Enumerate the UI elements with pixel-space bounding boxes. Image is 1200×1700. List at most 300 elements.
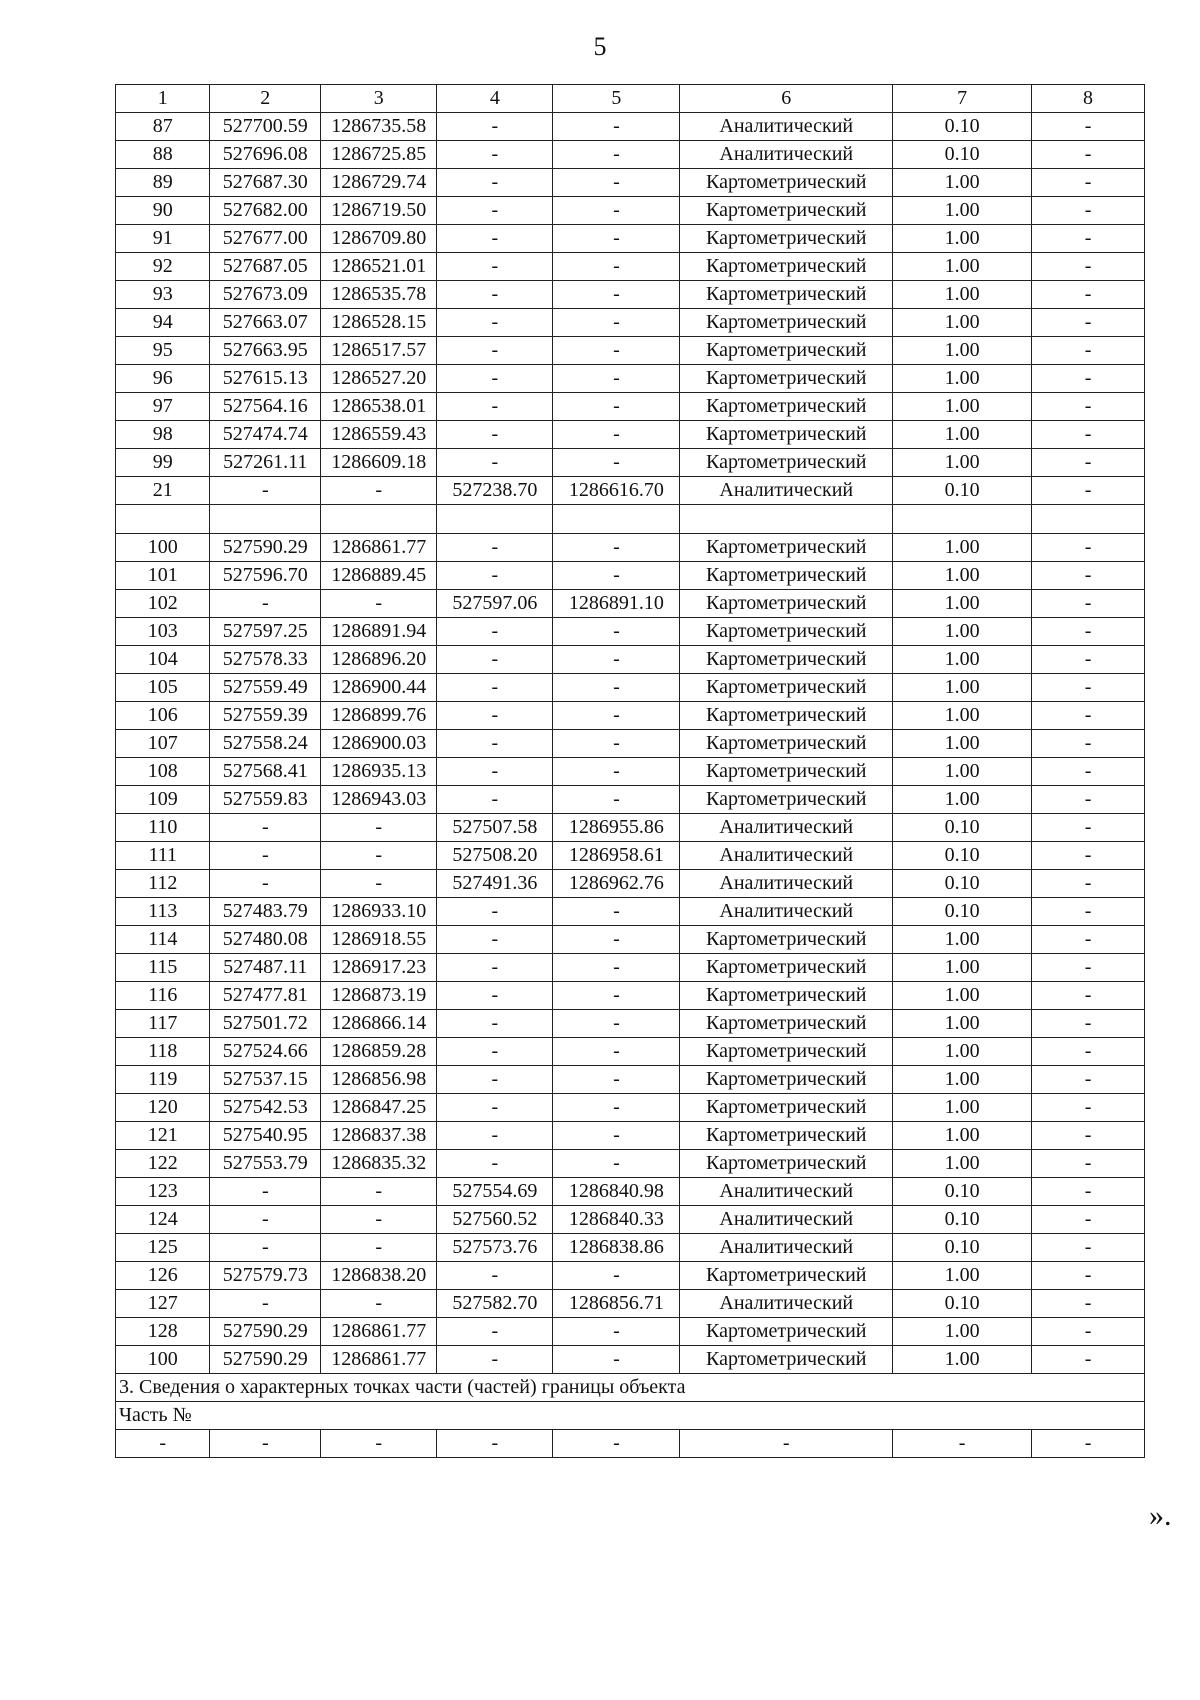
x-existing-cell: 527474.74 bbox=[210, 421, 321, 449]
x-new-cell: - bbox=[437, 309, 553, 337]
table-row bbox=[116, 1234, 1145, 1262]
y-new-cell: - bbox=[553, 898, 680, 926]
table-row bbox=[116, 1066, 1145, 1094]
description-cell: - bbox=[1032, 1178, 1145, 1206]
y-new-cell: - bbox=[553, 786, 680, 814]
x-new-cell: - bbox=[437, 954, 553, 982]
y-new-cell: - bbox=[553, 1430, 680, 1458]
y-existing-cell: 1286538.01 bbox=[321, 393, 437, 421]
y-existing-cell: 1286559.43 bbox=[321, 421, 437, 449]
description-cell: - bbox=[1032, 113, 1145, 141]
description-cell: - bbox=[1032, 618, 1145, 646]
accuracy-cell: 1.00 bbox=[893, 702, 1032, 730]
y-new-cell: 1286838.86 bbox=[553, 1234, 680, 1262]
accuracy-cell: 0.10 bbox=[893, 1178, 1032, 1206]
x-new-cell: 527491.36 bbox=[437, 870, 553, 898]
accuracy-cell: 1.00 bbox=[893, 337, 1032, 365]
x-new-cell: - bbox=[437, 365, 553, 393]
accuracy-cell: 1.00 bbox=[893, 253, 1032, 281]
x-existing-cell: - bbox=[210, 590, 321, 618]
accuracy-cell: 0.10 bbox=[893, 814, 1032, 842]
point-number-cell: 109 bbox=[116, 786, 210, 814]
description-cell: - bbox=[1032, 646, 1145, 674]
point-number-cell: 97 bbox=[116, 393, 210, 421]
method-cell: Аналитический bbox=[680, 1178, 893, 1206]
table-row bbox=[116, 113, 1145, 141]
table-row bbox=[116, 618, 1145, 646]
column-number-cell: 5 bbox=[553, 85, 680, 113]
table-row bbox=[116, 477, 1145, 505]
y-existing-cell: 1286933.10 bbox=[321, 898, 437, 926]
y-new-cell: - bbox=[553, 1262, 680, 1290]
point-number-cell: 106 bbox=[116, 702, 210, 730]
method-cell: Картометрический bbox=[680, 1262, 893, 1290]
point-number-cell: 116 bbox=[116, 982, 210, 1010]
method-cell: Картометрический bbox=[680, 225, 893, 253]
accuracy-cell: 1.00 bbox=[893, 1318, 1032, 1346]
x-existing-cell: 527687.30 bbox=[210, 169, 321, 197]
y-existing-cell: 1286861.77 bbox=[321, 534, 437, 562]
method-cell: Картометрический bbox=[680, 1066, 893, 1094]
y-existing-cell: - bbox=[321, 870, 437, 898]
method-cell: Картометрический bbox=[680, 702, 893, 730]
point-number-cell: 104 bbox=[116, 646, 210, 674]
description-cell: - bbox=[1032, 393, 1145, 421]
table-row bbox=[116, 870, 1145, 898]
x-existing-cell: 527559.49 bbox=[210, 674, 321, 702]
table-row bbox=[116, 814, 1145, 842]
table-row bbox=[116, 730, 1145, 758]
column-number-cell: 8 bbox=[1032, 85, 1145, 113]
y-existing-cell: 1286891.94 bbox=[321, 618, 437, 646]
x-new-cell: - bbox=[437, 1122, 553, 1150]
method-cell: Аналитический bbox=[680, 842, 893, 870]
method-cell: Аналитический bbox=[680, 1234, 893, 1262]
accuracy-cell: 1.00 bbox=[893, 449, 1032, 477]
x-existing-cell: 527615.13 bbox=[210, 365, 321, 393]
column-number-cell: 2 bbox=[210, 85, 321, 113]
x-existing-cell: 527687.05 bbox=[210, 253, 321, 281]
x-existing-cell: 527596.70 bbox=[210, 562, 321, 590]
point-number-cell: 118 bbox=[116, 1038, 210, 1066]
column-number-row bbox=[116, 85, 1145, 113]
method-cell: Картометрический bbox=[680, 365, 893, 393]
y-existing-cell: 1286527.20 bbox=[321, 365, 437, 393]
y-existing-cell: 1286873.19 bbox=[321, 982, 437, 1010]
method-cell: Аналитический bbox=[680, 1206, 893, 1234]
accuracy-cell: 0.10 bbox=[893, 113, 1032, 141]
x-existing-cell: 527553.79 bbox=[210, 1150, 321, 1178]
y-new-cell: - bbox=[553, 1122, 680, 1150]
y-new-cell: - bbox=[553, 141, 680, 169]
y-new-cell: 1286955.86 bbox=[553, 814, 680, 842]
table-row bbox=[116, 1178, 1145, 1206]
point-number-cell: 120 bbox=[116, 1094, 210, 1122]
description-cell: - bbox=[1032, 1010, 1145, 1038]
y-new-cell: - bbox=[553, 421, 680, 449]
point-number-cell: 112 bbox=[116, 870, 210, 898]
x-existing-cell: 527501.72 bbox=[210, 1010, 321, 1038]
y-new-cell: - bbox=[553, 337, 680, 365]
description-cell: - bbox=[1032, 337, 1145, 365]
x-new-cell: - bbox=[437, 1262, 553, 1290]
method-cell: Картометрический bbox=[680, 281, 893, 309]
y-existing-cell: 1286900.44 bbox=[321, 674, 437, 702]
point-number-cell: 115 bbox=[116, 954, 210, 982]
y-new-cell: - bbox=[553, 646, 680, 674]
table-row bbox=[116, 421, 1145, 449]
method-cell: Картометрический bbox=[680, 982, 893, 1010]
description-cell: - bbox=[1032, 449, 1145, 477]
x-new-cell: 527554.69 bbox=[437, 1178, 553, 1206]
y-new-cell: 1286840.98 bbox=[553, 1178, 680, 1206]
method-cell: Картометрический bbox=[680, 253, 893, 281]
table-row bbox=[116, 786, 1145, 814]
description-cell: - bbox=[1032, 1346, 1145, 1374]
y-new-cell: - bbox=[553, 253, 680, 281]
x-existing-cell: 527559.39 bbox=[210, 702, 321, 730]
y-existing-cell: 1286521.01 bbox=[321, 253, 437, 281]
y-new-cell: - bbox=[553, 365, 680, 393]
method-cell: Картометрический bbox=[680, 926, 893, 954]
x-existing-cell: 527568.41 bbox=[210, 758, 321, 786]
closing-quote: ». bbox=[1149, 1499, 1172, 1532]
x-new-cell: - bbox=[437, 730, 553, 758]
y-new-cell: - bbox=[553, 1010, 680, 1038]
x-new-cell: - bbox=[437, 898, 553, 926]
method-cell: Картометрический bbox=[680, 1346, 893, 1374]
part-label: Часть № bbox=[116, 1402, 1145, 1430]
y-existing-cell: - bbox=[321, 814, 437, 842]
x-existing-cell: - bbox=[210, 1430, 321, 1458]
description-cell: - bbox=[1032, 477, 1145, 505]
y-existing-cell: 1286861.77 bbox=[321, 1346, 437, 1374]
x-existing-cell: 527579.73 bbox=[210, 1262, 321, 1290]
method-cell: Аналитический bbox=[680, 898, 893, 926]
accuracy-cell: 0.10 bbox=[893, 1290, 1032, 1318]
y-new-cell: 1286962.76 bbox=[553, 870, 680, 898]
table-row bbox=[116, 954, 1145, 982]
y-existing-cell: 1286861.77 bbox=[321, 1318, 437, 1346]
x-existing-cell: 527540.95 bbox=[210, 1122, 321, 1150]
accuracy-cell: 1.00 bbox=[893, 1150, 1032, 1178]
x-existing-cell: 527590.29 bbox=[210, 1346, 321, 1374]
point-number-cell: 117 bbox=[116, 1010, 210, 1038]
x-new-cell: - bbox=[437, 1346, 553, 1374]
y-new-cell: - bbox=[553, 618, 680, 646]
x-existing-cell: - bbox=[210, 1234, 321, 1262]
y-new-cell: - bbox=[553, 674, 680, 702]
table-row bbox=[116, 449, 1145, 477]
method-cell: Картометрический bbox=[680, 1318, 893, 1346]
description-cell: - bbox=[1032, 309, 1145, 337]
description-cell: - bbox=[1032, 534, 1145, 562]
accuracy-cell: 1.00 bbox=[893, 365, 1032, 393]
x-existing-cell: - bbox=[210, 870, 321, 898]
table-row bbox=[116, 674, 1145, 702]
x-new-cell: - bbox=[437, 1066, 553, 1094]
x-existing-cell: 527673.09 bbox=[210, 281, 321, 309]
accuracy-cell: 1.00 bbox=[893, 1346, 1032, 1374]
description-cell: - bbox=[1032, 365, 1145, 393]
y-existing-cell: 1286517.57 bbox=[321, 337, 437, 365]
point-number-cell: 123 bbox=[116, 1178, 210, 1206]
table-row bbox=[116, 1150, 1145, 1178]
y-existing-cell: 1286856.98 bbox=[321, 1066, 437, 1094]
y-new-cell: - bbox=[553, 758, 680, 786]
method-cell: Картометрический bbox=[680, 758, 893, 786]
x-existing-cell: 527559.83 bbox=[210, 786, 321, 814]
description-cell: - bbox=[1032, 786, 1145, 814]
point-number-cell: 127 bbox=[116, 1290, 210, 1318]
y-existing-cell: - bbox=[321, 1290, 437, 1318]
description-cell: - bbox=[1032, 421, 1145, 449]
table-row bbox=[116, 309, 1145, 337]
y-existing-cell: 1286847.25 bbox=[321, 1094, 437, 1122]
table-row bbox=[116, 562, 1145, 590]
y-new-cell: - bbox=[553, 225, 680, 253]
x-new-cell: 527508.20 bbox=[437, 842, 553, 870]
table-row bbox=[116, 1206, 1145, 1234]
x-existing-cell: 527558.24 bbox=[210, 730, 321, 758]
description-cell: - bbox=[1032, 814, 1145, 842]
y-new-cell: - bbox=[553, 309, 680, 337]
method-cell bbox=[680, 505, 893, 534]
accuracy-cell: 1.00 bbox=[893, 982, 1032, 1010]
y-existing-cell bbox=[321, 505, 437, 534]
y-existing-cell: 1286725.85 bbox=[321, 141, 437, 169]
accuracy-cell: 1.00 bbox=[893, 1262, 1032, 1290]
coordinates-table bbox=[115, 84, 1145, 1458]
method-cell: Картометрический bbox=[680, 337, 893, 365]
description-cell: - bbox=[1032, 141, 1145, 169]
table-row bbox=[116, 197, 1145, 225]
accuracy-cell: 1.00 bbox=[893, 1010, 1032, 1038]
point-number-cell: 114 bbox=[116, 926, 210, 954]
y-new-cell: - bbox=[553, 982, 680, 1010]
x-new-cell: - bbox=[437, 281, 553, 309]
method-cell: Аналитический bbox=[680, 477, 893, 505]
accuracy-cell: 1.00 bbox=[893, 421, 1032, 449]
method-cell: Картометрический bbox=[680, 393, 893, 421]
y-new-cell: 1286856.71 bbox=[553, 1290, 680, 1318]
y-new-cell: - bbox=[553, 393, 680, 421]
description-cell: - bbox=[1032, 169, 1145, 197]
table-row bbox=[116, 534, 1145, 562]
accuracy-cell: 0.10 bbox=[893, 842, 1032, 870]
y-new-cell: 1286616.70 bbox=[553, 477, 680, 505]
x-existing-cell: - bbox=[210, 1206, 321, 1234]
x-existing-cell: 527261.11 bbox=[210, 449, 321, 477]
method-cell: Картометрический bbox=[680, 786, 893, 814]
x-existing-cell: 527487.11 bbox=[210, 954, 321, 982]
x-existing-cell bbox=[210, 505, 321, 534]
description-cell: - bbox=[1032, 926, 1145, 954]
accuracy-cell: 1.00 bbox=[893, 730, 1032, 758]
point-number-cell: 94 bbox=[116, 309, 210, 337]
accuracy-cell: 1.00 bbox=[893, 618, 1032, 646]
method-cell: Картометрический bbox=[680, 562, 893, 590]
method-cell: Картометрический bbox=[680, 421, 893, 449]
y-existing-cell: - bbox=[321, 477, 437, 505]
point-number-cell: 103 bbox=[116, 618, 210, 646]
x-new-cell bbox=[437, 505, 553, 534]
y-existing-cell: 1286729.74 bbox=[321, 169, 437, 197]
table-row bbox=[116, 1346, 1145, 1374]
method-cell: Картометрический bbox=[680, 449, 893, 477]
accuracy-cell: 1.00 bbox=[893, 674, 1032, 702]
y-existing-cell: 1286943.03 bbox=[321, 786, 437, 814]
y-new-cell: - bbox=[553, 562, 680, 590]
accuracy-cell: 1.00 bbox=[893, 646, 1032, 674]
accuracy-cell: 0.10 bbox=[893, 1234, 1032, 1262]
method-cell: Картометрический bbox=[680, 618, 893, 646]
point-number-cell: 99 bbox=[116, 449, 210, 477]
method-cell: Аналитический bbox=[680, 870, 893, 898]
method-cell: Картометрический bbox=[680, 169, 893, 197]
y-existing-cell: 1286917.23 bbox=[321, 954, 437, 982]
x-existing-cell: 527578.33 bbox=[210, 646, 321, 674]
column-number-cell: 3 bbox=[321, 85, 437, 113]
x-existing-cell: 527682.00 bbox=[210, 197, 321, 225]
y-new-cell: - bbox=[553, 926, 680, 954]
accuracy-cell: 1.00 bbox=[893, 1038, 1032, 1066]
description-cell: - bbox=[1032, 1038, 1145, 1066]
accuracy-cell: 0.10 bbox=[893, 870, 1032, 898]
y-new-cell: - bbox=[553, 449, 680, 477]
x-new-cell: - bbox=[437, 393, 553, 421]
x-existing-cell: 527696.08 bbox=[210, 141, 321, 169]
description-cell: - bbox=[1032, 197, 1145, 225]
method-cell: Картометрический bbox=[680, 646, 893, 674]
point-number-cell bbox=[116, 505, 210, 534]
y-existing-cell: 1286837.38 bbox=[321, 1122, 437, 1150]
column-number-cell: 4 bbox=[437, 85, 553, 113]
y-existing-cell: 1286609.18 bbox=[321, 449, 437, 477]
x-new-cell: - bbox=[437, 1318, 553, 1346]
table-row bbox=[116, 337, 1145, 365]
accuracy-cell: 1.00 bbox=[893, 309, 1032, 337]
accuracy-cell: 1.00 bbox=[893, 926, 1032, 954]
method-cell: Картометрический bbox=[680, 590, 893, 618]
point-number-cell: 126 bbox=[116, 1262, 210, 1290]
accuracy-cell: 0.10 bbox=[893, 898, 1032, 926]
method-cell: Картометрический bbox=[680, 1150, 893, 1178]
section-heading: 3. Сведения о характерных точках части (частей) границы объекта bbox=[116, 1374, 1145, 1402]
table-row bbox=[116, 281, 1145, 309]
x-new-cell: - bbox=[437, 1150, 553, 1178]
x-existing-cell: 527483.79 bbox=[210, 898, 321, 926]
y-existing-cell: - bbox=[321, 590, 437, 618]
point-number-cell: 124 bbox=[116, 1206, 210, 1234]
column-number-cell: 7 bbox=[893, 85, 1032, 113]
description-cell: - bbox=[1032, 253, 1145, 281]
point-number-cell: 91 bbox=[116, 225, 210, 253]
point-number-cell: 125 bbox=[116, 1234, 210, 1262]
accuracy-cell: 0.10 bbox=[893, 477, 1032, 505]
description-cell: - bbox=[1032, 1318, 1145, 1346]
y-existing-cell: 1286528.15 bbox=[321, 309, 437, 337]
method-cell: Картометрический bbox=[680, 309, 893, 337]
x-existing-cell: 527537.15 bbox=[210, 1066, 321, 1094]
x-existing-cell: 527480.08 bbox=[210, 926, 321, 954]
table-row bbox=[116, 1038, 1145, 1066]
x-existing-cell: - bbox=[210, 1178, 321, 1206]
table-row bbox=[116, 842, 1145, 870]
method-cell: Картометрический bbox=[680, 197, 893, 225]
y-new-cell: 1286891.10 bbox=[553, 590, 680, 618]
accuracy-cell: 1.00 bbox=[893, 281, 1032, 309]
x-existing-cell: - bbox=[210, 1290, 321, 1318]
table-row bbox=[116, 1010, 1145, 1038]
x-existing-cell: 527677.00 bbox=[210, 225, 321, 253]
point-number-cell: 111 bbox=[116, 842, 210, 870]
method-cell: Картометрический bbox=[680, 1122, 893, 1150]
y-existing-cell: 1286838.20 bbox=[321, 1262, 437, 1290]
y-existing-cell: 1286896.20 bbox=[321, 646, 437, 674]
y-new-cell: - bbox=[553, 197, 680, 225]
table-row bbox=[116, 982, 1145, 1010]
table-row bbox=[116, 1094, 1145, 1122]
point-number-cell: 87 bbox=[116, 113, 210, 141]
table-row bbox=[116, 1318, 1145, 1346]
table-body bbox=[116, 85, 1145, 1458]
point-number-cell: 93 bbox=[116, 281, 210, 309]
y-new-cell: 1286958.61 bbox=[553, 842, 680, 870]
accuracy-cell: 1.00 bbox=[893, 393, 1032, 421]
y-new-cell: - bbox=[553, 1150, 680, 1178]
x-new-cell: - bbox=[437, 674, 553, 702]
description-cell: - bbox=[1032, 590, 1145, 618]
point-number-cell: 105 bbox=[116, 674, 210, 702]
y-existing-cell: 1286935.13 bbox=[321, 758, 437, 786]
description-cell: - bbox=[1032, 982, 1145, 1010]
table-row bbox=[116, 926, 1145, 954]
x-new-cell: - bbox=[437, 141, 553, 169]
x-existing-cell: 527663.07 bbox=[210, 309, 321, 337]
x-new-cell: - bbox=[437, 534, 553, 562]
y-existing-cell: 1286866.14 bbox=[321, 1010, 437, 1038]
method-cell: Картометрический bbox=[680, 954, 893, 982]
x-new-cell: - bbox=[437, 646, 553, 674]
accuracy-cell: 1.00 bbox=[893, 1122, 1032, 1150]
method-cell: Картометрический bbox=[680, 1038, 893, 1066]
y-existing-cell: 1286859.28 bbox=[321, 1038, 437, 1066]
point-number-cell: 122 bbox=[116, 1150, 210, 1178]
y-existing-cell: - bbox=[321, 1178, 437, 1206]
y-existing-cell: - bbox=[321, 1430, 437, 1458]
x-existing-cell: 527564.16 bbox=[210, 393, 321, 421]
accuracy-cell bbox=[893, 505, 1032, 534]
point-number-cell: 88 bbox=[116, 141, 210, 169]
y-new-cell: - bbox=[553, 702, 680, 730]
x-new-cell: - bbox=[437, 926, 553, 954]
accuracy-cell: 1.00 bbox=[893, 590, 1032, 618]
x-existing-cell: - bbox=[210, 477, 321, 505]
column-number-cell: 6 bbox=[680, 85, 893, 113]
x-new-cell: - bbox=[437, 169, 553, 197]
method-cell: - bbox=[680, 1430, 893, 1458]
x-new-cell: - bbox=[437, 982, 553, 1010]
x-new-cell: - bbox=[437, 562, 553, 590]
table-row bbox=[116, 1290, 1145, 1318]
y-new-cell: - bbox=[553, 534, 680, 562]
point-number-cell: 89 bbox=[116, 169, 210, 197]
accuracy-cell: 1.00 bbox=[893, 225, 1032, 253]
table-row bbox=[116, 898, 1145, 926]
y-new-cell: - bbox=[553, 1346, 680, 1374]
accuracy-cell: 1.00 bbox=[893, 954, 1032, 982]
